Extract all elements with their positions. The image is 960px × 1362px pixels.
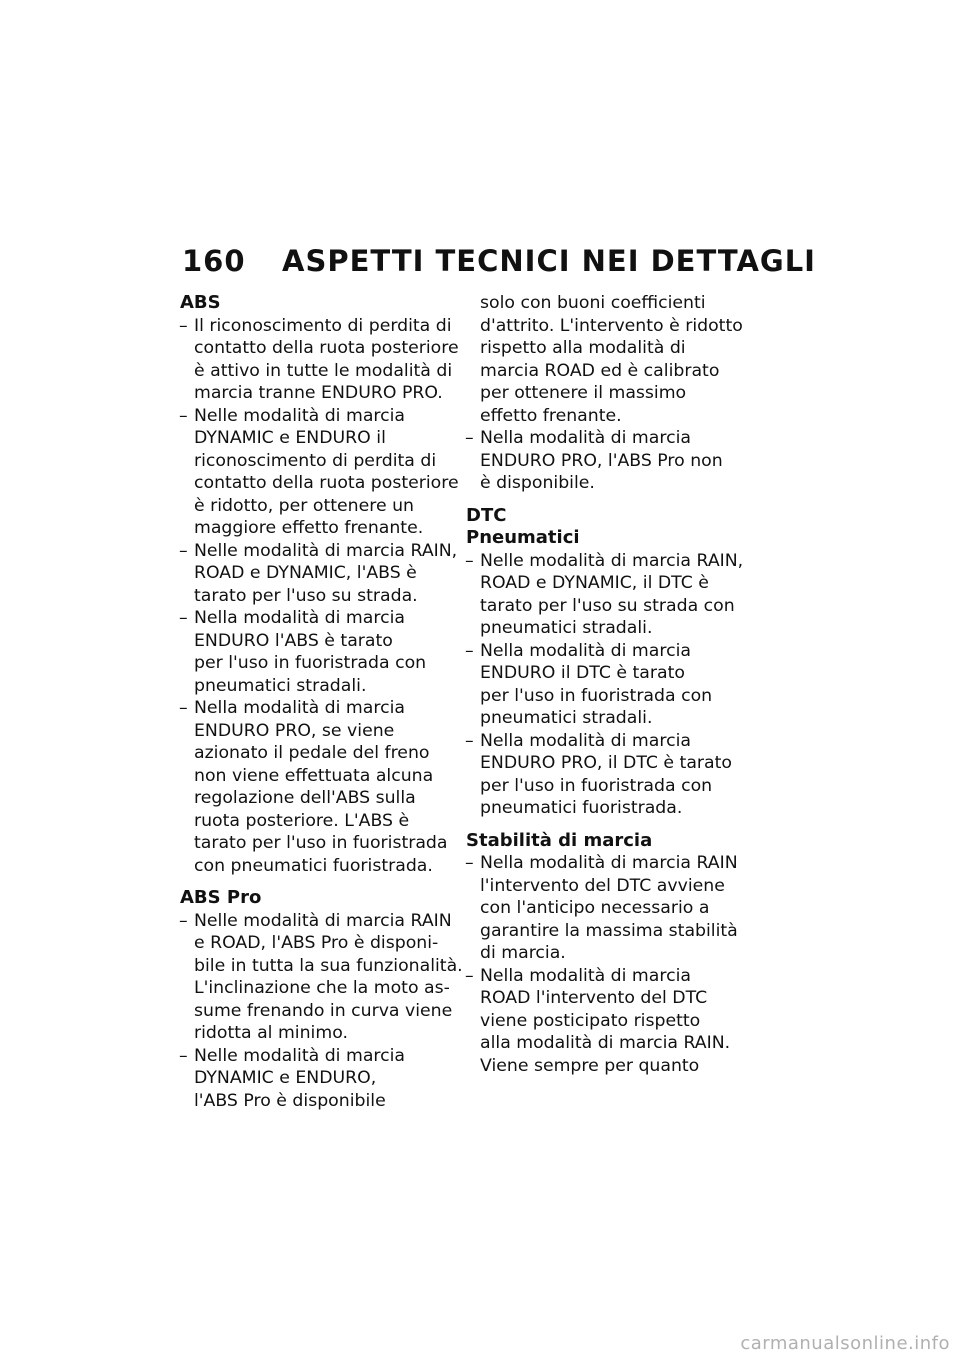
text-line: per l'uso in fuoristrada con [480,775,713,796]
text-line: – Nella modalità di marcia [480,730,691,751]
text-line: ROAD l'intervento del DTC [480,988,708,1008]
text-line: marcia tranne ENDURO PRO. [194,383,443,403]
text-line: con pneumatici fuoristrada. [194,855,433,876]
text-line: – Nella modalità di marcia [194,608,405,628]
section-heading-dtc: DTC [466,504,507,526]
text-line: riconoscimento di perdita di [194,450,437,471]
left-column [180,292,463,1112]
text-line: – Il riconoscimento di perdita di [194,315,452,336]
text-line: ENDURO PRO, se viene [194,720,395,741]
text-line: DYNAMIC e ENDURO, [194,1068,377,1088]
text-line: è disponibile. [480,473,595,493]
abs-list [180,315,459,878]
text-line: rispetto alla modalità di [480,338,686,358]
text-line: maggiore effetto frenante. [194,518,424,538]
text-line: DYNAMIC e ENDURO il [194,428,386,448]
text-line: pneumatici stradali. [194,675,367,696]
text-line: è attivo in tutte le modalità di [194,360,453,381]
text-line: contatto della ruota posteriore [194,473,459,493]
right-column [466,292,744,1077]
text-line: tarato per l'uso in fuoristrada [194,833,448,853]
list-item-continuation [466,292,741,427]
text-line: – Nelle modalità di marcia RAIN, [480,550,744,571]
list-item [466,852,741,965]
text-line: – Nella modalità di marcia [480,965,691,986]
text-line: Viene sempre per quanto [480,1055,700,1076]
text-line: regolazione dell'ABS sulla [194,788,416,808]
subheading-stabilita: Stabilità di marcia [466,829,653,851]
text-line: contatto della ruota posteriore [194,338,459,358]
text-line: solo con buoni coefficienti [480,293,706,313]
text-line: viene posticipato rispetto [480,1010,701,1031]
text-line: pneumatici stradali. [480,618,653,638]
text-line: ENDURO PRO, l'ABS Pro non [480,450,723,471]
text-line: è ridotto, per ottenere un [194,495,414,516]
section-heading-abs: ABS [180,292,221,313]
text-line: alla modalità di marcia RAIN. [480,1033,731,1053]
text-line: – Nelle modalità di marcia RAIN [194,910,452,931]
watermark: carmanualsonline.info [740,1333,950,1354]
list-item [180,405,459,540]
list-item [466,730,741,820]
subheading-pneumatici: Pneumatici [466,527,580,548]
page-header [182,244,816,278]
text-line: ruota posteriore. L'ABS è [194,810,410,831]
text-line: ridotta al minimo. [194,1023,348,1043]
text-line: ENDURO il DTC è tarato [480,663,685,683]
text-line: – Nelle modalità di marcia [194,405,406,426]
stability-list [466,852,741,1077]
text-line: ROAD e DYNAMIC, il DTC è [480,573,709,593]
text-line: tarato per l'uso su strada. [194,585,418,606]
text-line: – Nelle modalità di marcia [194,1045,406,1066]
text-line: e ROAD, l'ABS Pro è disponi- [194,933,439,953]
text-line: – Nella modalità di marcia [480,640,691,661]
text-line: l'intervento del DTC avviene [480,875,725,896]
list-item [180,315,459,405]
section-heading-abs-pro: ABS Pro [180,887,262,908]
text-line: pneumatici stradali. [480,708,653,728]
text-line: con l'anticipo necessario a [480,898,710,918]
text-line: azionato il pedale del freno [194,743,430,763]
list-item [180,540,458,608]
text-line: ROAD e DYNAMIC, l'ABS è [194,563,417,583]
text-line: pneumatici fuoristrada. [480,798,683,818]
list-item [180,910,463,1045]
text-line: per l'uso in fuoristrada con [194,653,427,673]
abs-pro-list [180,910,463,1113]
text-line: per l'uso in fuoristrada con [480,685,713,706]
page-title: ASPETTI TECNICI NEI DETTAGLI [282,244,816,278]
list-item [466,427,741,495]
text-line: L'inclinazione che la moto as- [194,978,450,998]
text-line: di marcia. [480,943,566,963]
text-line: sume frenando in curva viene [194,1000,453,1021]
text-line: – Nella modalità di marcia RAIN [480,853,738,873]
text-line: bile in tutta la sua funzionalità. [194,955,463,976]
text-line: d'attrito. L'intervento è ridotto [480,315,743,336]
list-item [180,697,455,877]
text-line: ENDURO PRO, il DTC è tarato [480,753,732,773]
abs-pro-continuation [466,292,741,427]
abs-pro-list-cont [466,427,741,495]
text-line: – Nelle modalità di marcia RAIN, [194,540,458,561]
text-line: per ottenere il massimo [480,383,687,403]
text-line: – Nella modalità di marcia [480,428,691,448]
text-line: non viene effettuata alcuna [194,765,434,786]
list-item [466,965,741,1078]
text-line: l'ABS Pro è disponibile [194,1090,386,1111]
text-line: garantire la massima stabilità [480,920,738,941]
text-line: – Nella modalità di marcia [194,698,405,718]
list-item [180,1045,455,1113]
text-line: ENDURO l'ABS è tarato [194,630,393,651]
list-item [466,550,744,640]
text-line: effetto frenante. [480,405,622,426]
text-line: tarato per l'uso su strada con [480,595,735,616]
list-item [180,607,455,697]
text-line: marcia ROAD ed è calibrato [480,360,720,381]
list-item [466,640,741,730]
page-number: 160 [182,244,246,278]
dtc-list [466,550,744,820]
